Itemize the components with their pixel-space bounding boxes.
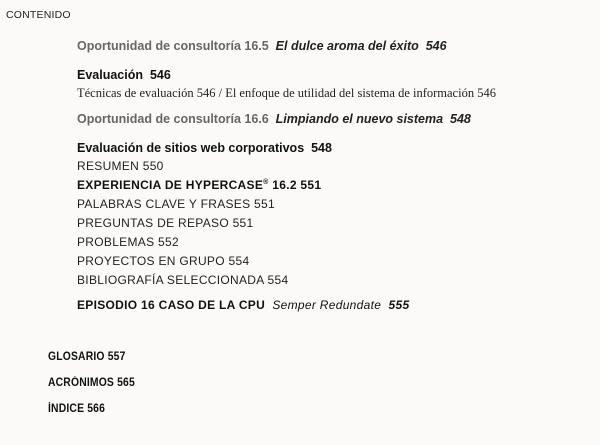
back-matter-indice: ÍNDICE 566: [48, 403, 106, 415]
section-evaluacion-web: [77, 141, 332, 155]
registered-mark: ®: [263, 179, 269, 186]
running-header: CONTENIDO: [6, 9, 71, 21]
toc-item-preguntas: PREGUNTAS DE REPASO 551: [77, 216, 254, 230]
toc-item-problemas: PROBLEMAS 552: [77, 235, 179, 249]
section-title: Evaluación: [77, 68, 143, 82]
back-matter-glosario: GLOSARIO 557: [48, 351, 126, 363]
episodio-page: 555: [388, 298, 410, 312]
consulting-page: 546: [425, 39, 447, 53]
hypercase-label: EXPERIENCIA DE HYPERCASE: [77, 178, 264, 192]
consulting-opportunity-16-5: [77, 39, 447, 53]
back-matter-acronimos: ACRÓNIMOS 565: [48, 377, 135, 389]
consulting-opportunity-16-6: [77, 112, 471, 126]
toc-item-proyectos: PROYECTOS EN GRUPO 554: [77, 254, 250, 268]
consulting-title: Limpiando el nuevo sistema: [275, 112, 444, 126]
toc-item-bibliografia: BIBLIOGRAFÍA SELECCIONADA 554: [77, 273, 289, 287]
subsection-line: Técnicas de evaluación 546 / El enfoque de utilidad del sistema de información 546: [77, 86, 496, 100]
hypercase-page: 16.2 551: [268, 178, 322, 192]
toc-item-palabras: PALABRAS CLAVE Y FRASES 551: [77, 197, 275, 211]
consulting-title: El dulce aroma del éxito: [275, 39, 419, 53]
episodio-title: Semper Redundate: [272, 298, 382, 312]
toc-item-resumen: RESUMEN 550: [77, 159, 164, 173]
episodio-label: EPISODIO 16 CASO DE LA CPU: [77, 298, 266, 312]
toc-item-episodio: [77, 298, 409, 312]
consulting-page: 548: [450, 112, 471, 126]
consulting-prefix: Oportunidad de consultoría 16.5: [77, 39, 269, 53]
section-page: 546: [149, 68, 171, 82]
consulting-prefix: Oportunidad de consultoría 16.6: [77, 112, 269, 126]
section-page: 548: [311, 141, 332, 155]
toc-item-hypercase: [77, 178, 321, 192]
section-evaluacion: [77, 68, 171, 82]
section-title: Evaluación de sitios web corporativos: [77, 141, 305, 155]
